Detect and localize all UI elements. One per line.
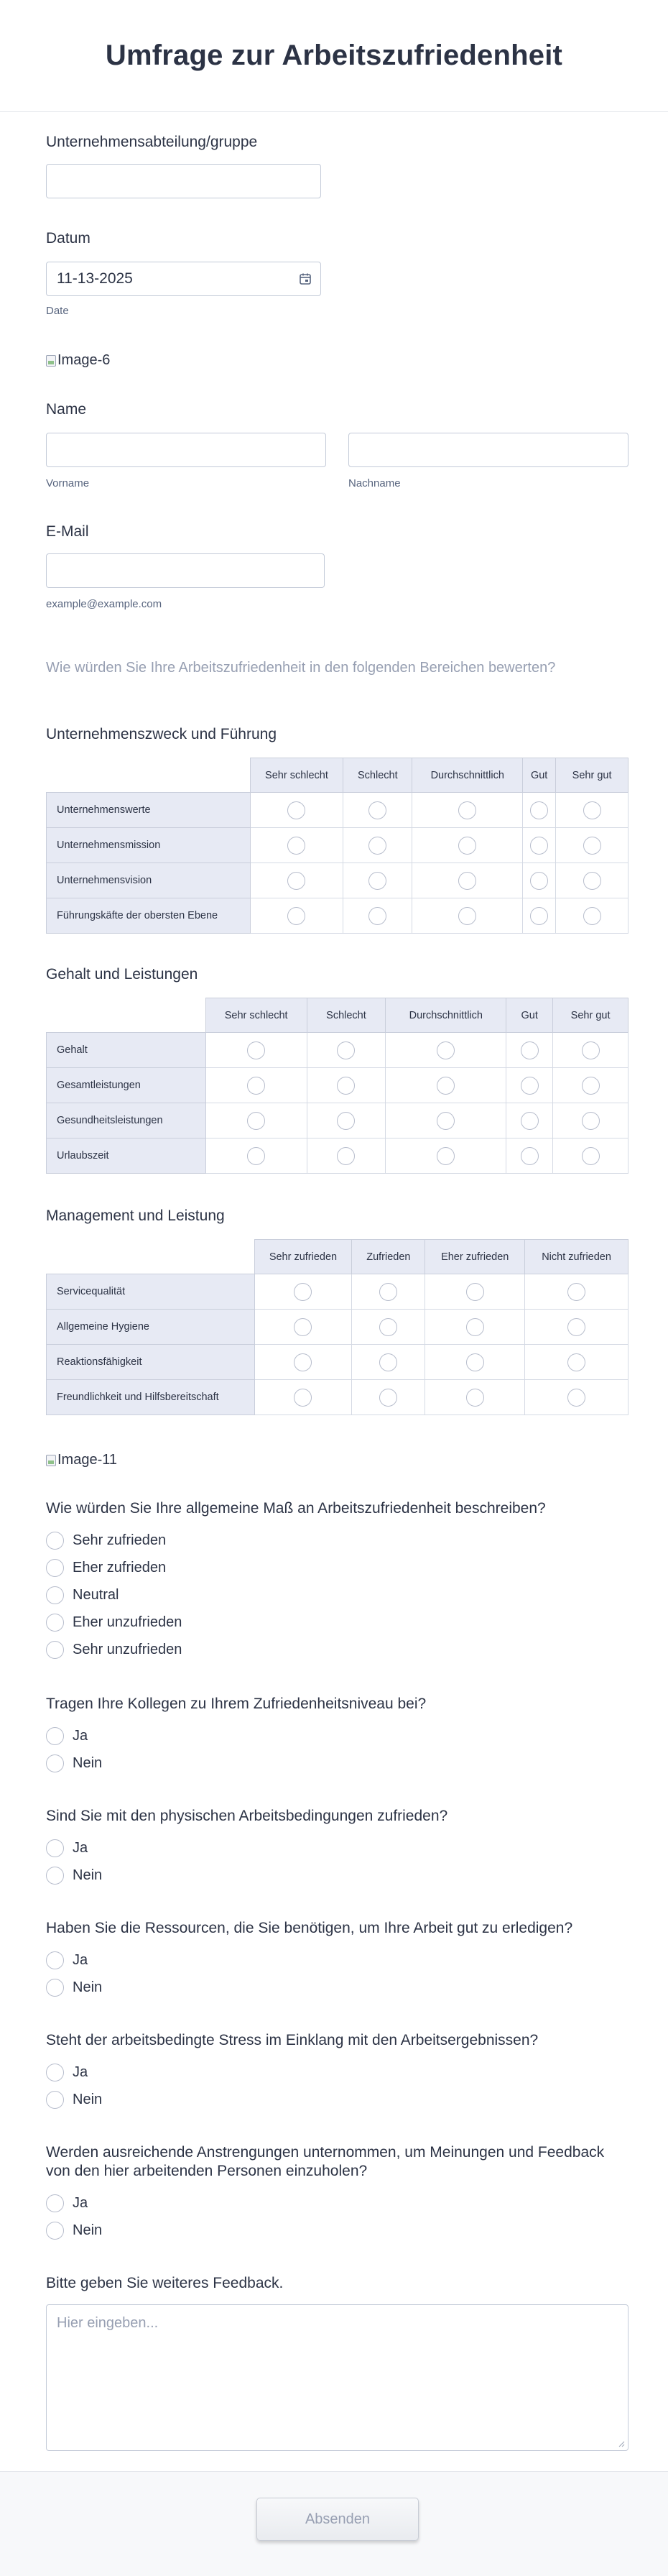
radio-button[interactable] — [46, 1951, 64, 1969]
matrix-radio[interactable] — [458, 907, 476, 925]
radio-option[interactable] — [46, 1974, 102, 2001]
matrix-radio[interactable] — [337, 1077, 355, 1095]
matrix1-col-header: Gut — [523, 758, 556, 793]
matrix2-row — [47, 1033, 628, 1068]
matrix-radio[interactable] — [379, 1318, 397, 1336]
radio-button[interactable] — [46, 1614, 64, 1632]
radio-option[interactable] — [46, 1554, 182, 1581]
radio-option[interactable] — [46, 2217, 102, 2244]
matrix-radio[interactable] — [466, 1389, 484, 1407]
radio-option[interactable] — [46, 2086, 102, 2113]
date-input[interactable] — [46, 262, 321, 296]
matrix-radio[interactable] — [294, 1318, 312, 1336]
q6-options — [46, 2189, 102, 2244]
option-label: Sehr zufrieden — [73, 1532, 167, 1548]
matrix-radio[interactable] — [337, 1147, 355, 1165]
radio-option[interactable] — [46, 1527, 182, 1554]
matrix1-row — [47, 793, 628, 828]
q6-title-line1: Werden ausreichende Anstrengungen unternommen, um Meinungen und Feedback — [46, 2144, 605, 2161]
matrix2-row-label: Urlaubszeit — [47, 1138, 206, 1174]
date-label: Datum — [46, 230, 91, 247]
matrix-radio[interactable] — [567, 1389, 585, 1407]
matrix-radio[interactable] — [287, 872, 305, 890]
matrix-radio[interactable] — [458, 801, 476, 819]
q2-options — [46, 1722, 102, 1777]
q5-options — [46, 2058, 102, 2113]
broken-image — [46, 352, 110, 369]
matrix-radio[interactable] — [287, 907, 305, 925]
option-label: Eher zufrieden — [73, 1559, 167, 1576]
option-label: Eher unzufrieden — [73, 1614, 182, 1630]
option-label: Nein — [73, 2091, 103, 2107]
matrix3-row — [47, 1274, 628, 1310]
q4-title: Haben Sie die Ressourcen, die Sie benötigen, um Ihre Arbeit gut zu erledigen? — [46, 1920, 573, 1936]
matrix-radio[interactable] — [337, 1041, 355, 1059]
matrix3-table — [46, 1239, 628, 1415]
matrix-radio[interactable] — [287, 837, 305, 855]
q3-options — [46, 1834, 102, 1889]
matrix3-title: Management und Leistung — [46, 1208, 225, 1224]
matrix1-table — [46, 758, 628, 934]
matrix3-col-header: Nicht zufrieden — [525, 1240, 628, 1274]
matrix-radio[interactable] — [567, 1353, 585, 1371]
matrix3-row — [47, 1310, 628, 1345]
matrix-radio[interactable] — [582, 1147, 600, 1165]
matrix-corner — [47, 998, 206, 1033]
broken-image — [46, 1452, 117, 1468]
matrix-radio[interactable] — [247, 1077, 265, 1095]
email-sublabel: example@example.com — [46, 598, 162, 610]
matrix2-row — [47, 1138, 628, 1174]
radio-button[interactable] — [46, 1586, 64, 1604]
matrix-radio[interactable] — [368, 801, 386, 819]
feedback-placeholder: Hier eingeben... — [57, 2315, 159, 2331]
matrix-radio[interactable] — [521, 1112, 539, 1130]
matrix2-col-header: Sehr schlecht — [205, 998, 307, 1033]
matrix-radio[interactable] — [379, 1353, 397, 1371]
option-label: Ja — [73, 2064, 88, 2080]
matrix-radio[interactable] — [287, 801, 305, 819]
radio-button[interactable] — [46, 2064, 64, 2082]
matrix-radio[interactable] — [437, 1077, 455, 1095]
matrix1-col-header: Sehr gut — [556, 758, 628, 793]
calendar-icon[interactable] — [299, 272, 312, 285]
matrix3-row-label: Freundlichkeit und Hilfsbereitschaft — [47, 1380, 255, 1415]
matrix3-row-label: Allgemeine Hygiene — [47, 1310, 255, 1345]
radio-option[interactable] — [46, 2189, 102, 2217]
matrix-radio[interactable] — [530, 801, 548, 819]
radio-button[interactable] — [46, 1839, 64, 1857]
radio-button[interactable] — [46, 1559, 64, 1577]
radio-button[interactable] — [46, 1727, 64, 1745]
option-label: Nein — [73, 2222, 103, 2238]
matrix-radio[interactable] — [530, 872, 548, 890]
matrix2-title: Gehalt und Leistungen — [46, 966, 198, 983]
matrix-radio[interactable] — [368, 837, 386, 855]
matrix1-col-header: Sehr schlecht — [250, 758, 343, 793]
matrix-radio[interactable] — [583, 907, 601, 925]
matrix-radio[interactable] — [437, 1041, 455, 1059]
q6-title — [46, 2143, 604, 2181]
matrix2-table — [46, 998, 628, 1174]
email-input[interactable] — [46, 553, 325, 588]
q6-title-line2: von den hier arbeitenden Personen einzuholen? — [46, 2163, 368, 2180]
image-alt-text: Image-6 — [57, 352, 111, 368]
q2-title: Tragen Ihre Kollegen zu Ihrem Zufriedenheitsniveau bei? — [46, 1696, 427, 1712]
matrix-radio[interactable] — [583, 837, 601, 855]
matrix-radio[interactable] — [247, 1112, 265, 1130]
option-label: Nein — [73, 1867, 103, 1883]
rating-intro: Wie würden Sie Ihre Arbeitszufriedenheit in den folgenden Bereichen bewerten? — [46, 660, 556, 676]
matrix-radio[interactable] — [582, 1041, 600, 1059]
matrix-radio[interactable] — [294, 1389, 312, 1407]
matrix3-row — [47, 1345, 628, 1380]
option-label: Ja — [73, 2194, 88, 2211]
matrix1-row — [47, 828, 628, 863]
matrix1-row-label: Unternehmenswerte — [47, 793, 251, 828]
matrix2-row-label: Gehalt — [47, 1033, 206, 1068]
radio-option[interactable] — [46, 1946, 102, 1974]
matrix2-row — [47, 1068, 628, 1103]
matrix-radio[interactable] — [521, 1077, 539, 1095]
matrix2-row-label: Gesamtleistungen — [47, 1068, 206, 1103]
matrix2-col-header: Schlecht — [307, 998, 386, 1033]
date-sublabel: Date — [46, 305, 69, 317]
radio-button[interactable] — [46, 1532, 64, 1550]
matrix-radio[interactable] — [458, 837, 476, 855]
matrix-radio[interactable] — [530, 837, 548, 855]
radio-button[interactable] — [46, 1867, 64, 1885]
image-alt-text: Image-11 — [57, 1452, 118, 1468]
matrix-radio[interactable] — [521, 1041, 539, 1059]
matrix-corner — [47, 758, 251, 793]
matrix-radio[interactable] — [294, 1283, 312, 1301]
radio-button[interactable] — [46, 2222, 64, 2240]
matrix-radio[interactable] — [530, 907, 548, 925]
feedback-label: Bitte geben Sie weiteres Feedback. — [46, 2275, 284, 2291]
radio-button[interactable] — [46, 1754, 64, 1772]
matrix1-title: Unternehmenszweck und Führung — [46, 726, 277, 742]
matrix3-row-label: Servicequalität — [47, 1274, 255, 1310]
matrix1-col-header: Durchschnittlich — [412, 758, 523, 793]
matrix-radio[interactable] — [583, 872, 601, 890]
matrix2-row-label: Gesundheitsleistungen — [47, 1103, 206, 1138]
matrix-radio[interactable] — [466, 1283, 484, 1301]
matrix3-col-header: Zufrieden — [352, 1240, 425, 1274]
matrix-radio[interactable] — [567, 1318, 585, 1336]
matrix-radio[interactable] — [567, 1283, 585, 1301]
matrix-radio[interactable] — [466, 1353, 484, 1371]
matrix2-col-header: Durchschnittlich — [386, 998, 506, 1033]
matrix-radio[interactable] — [521, 1147, 539, 1165]
last-name-sublabel: Nachname — [348, 477, 401, 489]
matrix1-row — [47, 863, 628, 898]
feedback-textarea[interactable] — [46, 2304, 628, 2451]
option-label: Neutral — [73, 1586, 119, 1603]
q1-options — [46, 1527, 182, 1663]
matrix-radio[interactable] — [368, 907, 386, 925]
date-value: 11-13-2025 — [57, 270, 133, 287]
first-name-input[interactable] — [46, 433, 326, 467]
matrix-radio[interactable] — [466, 1318, 484, 1336]
matrix-radio[interactable] — [437, 1112, 455, 1130]
matrix1-row — [47, 898, 628, 934]
q4-options — [46, 1946, 102, 2001]
radio-button[interactable] — [46, 2194, 64, 2212]
option-label: Ja — [73, 1727, 88, 1744]
matrix-radio[interactable] — [437, 1147, 455, 1165]
matrix2-row — [47, 1103, 628, 1138]
option-label: Sehr unzufrieden — [73, 1641, 182, 1657]
matrix-radio[interactable] — [368, 872, 386, 890]
resize-handle-icon[interactable] — [618, 2440, 625, 2447]
matrix-corner — [47, 1240, 255, 1274]
option-label: Nein — [73, 1979, 103, 1995]
option-label: Nein — [73, 1754, 103, 1771]
radio-option[interactable] — [46, 1834, 102, 1862]
option-label: Ja — [73, 1951, 88, 1968]
matrix-radio[interactable] — [458, 872, 476, 890]
matrix1-col-header: Schlecht — [343, 758, 412, 793]
matrix1-row-label: Unternehmensvision — [47, 863, 251, 898]
matrix-radio[interactable] — [247, 1147, 265, 1165]
department-input[interactable] — [46, 164, 321, 198]
radio-option[interactable] — [46, 1581, 182, 1609]
matrix2-col-header: Sehr gut — [553, 998, 628, 1033]
matrix-radio[interactable] — [583, 801, 601, 819]
radio-button[interactable] — [46, 2091, 64, 2109]
matrix1-row-label: Unternehmensmission — [47, 828, 251, 863]
broken-image-icon — [46, 1455, 56, 1466]
radio-option[interactable] — [46, 1636, 182, 1663]
matrix3-col-header: Eher zufrieden — [425, 1240, 525, 1274]
radio-option[interactable] — [46, 1862, 102, 1889]
q5-title: Steht der arbeitsbedingte Stress im Einklang mit den Arbeitsergebnissen? — [46, 2032, 539, 2048]
radio-button[interactable] — [46, 1979, 64, 1997]
radio-button[interactable] — [46, 1641, 64, 1659]
matrix-radio[interactable] — [582, 1077, 600, 1095]
matrix-radio[interactable] — [337, 1112, 355, 1130]
form-footer — [0, 2471, 668, 2576]
matrix3-row — [47, 1380, 628, 1415]
page-title: Umfrage zur Arbeitszufriedenheit — [105, 40, 563, 71]
last-name-input[interactable] — [348, 433, 628, 467]
option-label: Ja — [73, 1839, 88, 1856]
matrix3-row-label: Reaktionsfähigkeit — [47, 1345, 255, 1380]
matrix3-col-header: Sehr zufrieden — [254, 1240, 352, 1274]
matrix-radio[interactable] — [379, 1389, 397, 1407]
radio-option[interactable] — [46, 1609, 182, 1636]
matrix1-row-label: Führungskäfte der obersten Ebene — [47, 898, 251, 934]
matrix-radio[interactable] — [247, 1041, 265, 1059]
matrix2-col-header: Gut — [506, 998, 553, 1033]
matrix-radio[interactable] — [379, 1283, 397, 1301]
broken-image-icon — [46, 355, 56, 367]
name-label: Name — [46, 401, 87, 418]
q1-title: Wie würden Sie Ihre allgemeine Maß an Arbeitszufriedenheit beschreiben? — [46, 1500, 546, 1517]
radio-option[interactable] — [46, 2058, 102, 2086]
radio-option[interactable] — [46, 1722, 102, 1749]
radio-option[interactable] — [46, 1749, 102, 1777]
department-label: Unternehmensabteilung/gruppe — [46, 134, 258, 150]
first-name-sublabel: Vorname — [46, 477, 90, 489]
q3-title: Sind Sie mit den physischen Arbeitsbedingungen zufrieden? — [46, 1808, 448, 1824]
submit-button[interactable]: Absenden — [256, 2498, 419, 2541]
matrix-radio[interactable] — [294, 1353, 312, 1371]
email-label: E-Mail — [46, 523, 89, 540]
matrix-radio[interactable] — [582, 1112, 600, 1130]
form-header — [0, 0, 668, 112]
